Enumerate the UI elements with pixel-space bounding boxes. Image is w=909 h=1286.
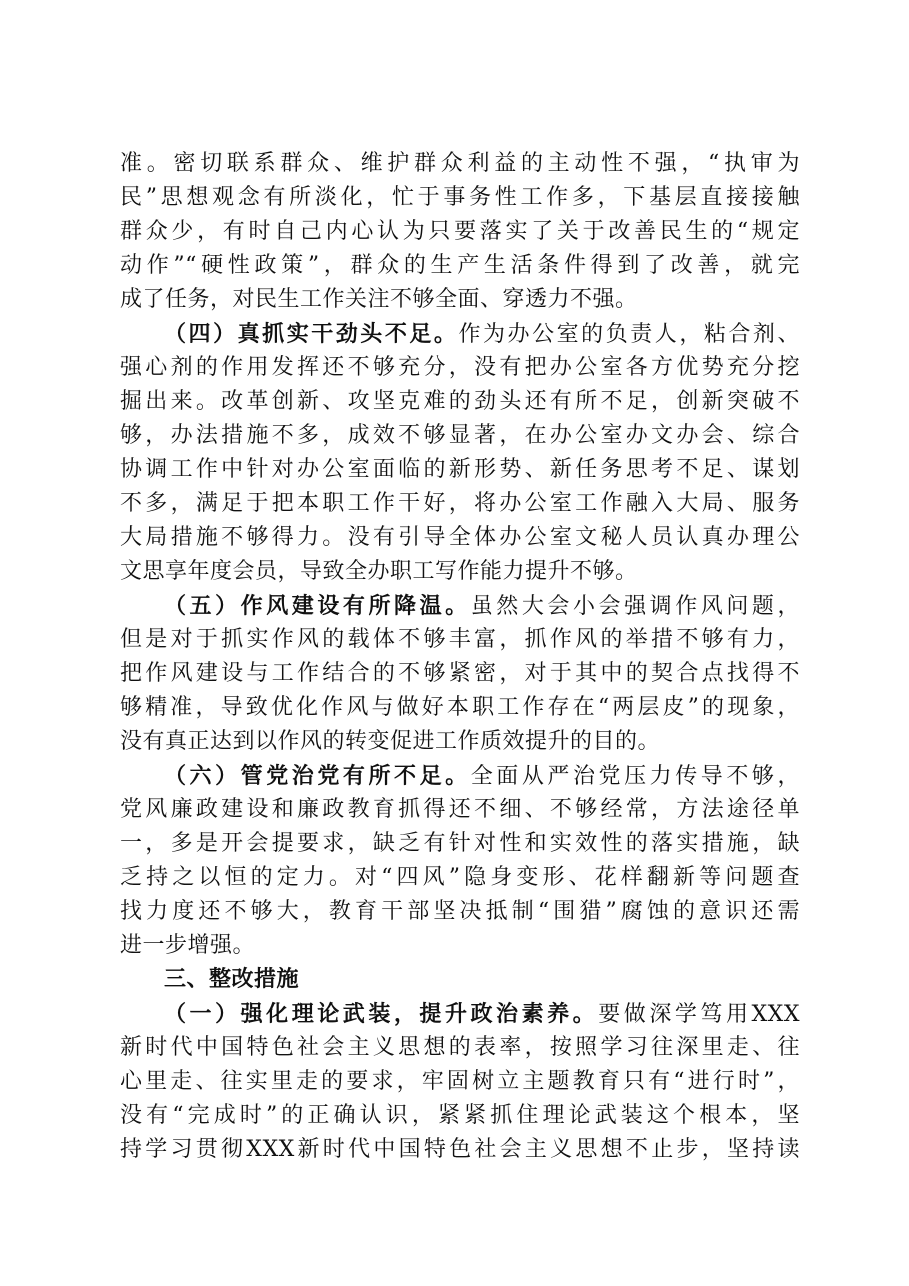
section-heading: 三、整改措施	[164, 967, 300, 992]
text-line: 党风廉政建设和廉政教育抓得还不细、不够经常，方法途径单	[120, 797, 800, 822]
paragraph-lead: （四）真抓实干劲头不足。	[164, 321, 459, 347]
text-line: 准。密切联系群众、维护群众利益的主动性不强，“执审为	[120, 151, 800, 176]
text-line: 文思享年度会员，导致全办职工写作能力提升不够。	[120, 559, 638, 584]
text-line-first	[120, 759, 800, 793]
text-line: 找力度还不够大，教育干部坚决抵制“围猎”腐蚀的意识还需	[120, 899, 800, 924]
text-line-first	[120, 997, 800, 1031]
text-line: 协调工作中针对办公室面临的新形势、新任务思考不足、谋划	[120, 457, 800, 482]
text-line: 群众少，有时自己内心认为只要落实了关于改善民生的“规定	[120, 219, 800, 244]
text-line: 乏持之以恒的定力。对“四风”隐身变形、花样翻新等问题查	[120, 865, 800, 890]
text-line: 心里走、往实里走的要求，牢固树立主题教育只有“进行时”，	[120, 1069, 800, 1094]
text-line: 没有“完成时”的正确认识，紧紧抓住理论武装这个根本，坚	[120, 1103, 800, 1128]
text-line: 但是对于抓实作风的载体不够丰富，抓作风的举措不够有力，	[120, 627, 800, 652]
paragraph-section-4	[120, 317, 800, 589]
paragraph-text: 虽然大会小会强调作风问题，	[470, 594, 800, 619]
text-line: 新时代中国特色社会主义思想的表率，按照学习往深里走、往	[120, 1035, 800, 1060]
text-line-first	[120, 589, 800, 623]
text-line: 掘出来。改革创新、攻坚克难的劲头还有所不足，创新突破不	[120, 389, 800, 414]
paragraph-text: 全面从严治党压力传导不够，	[470, 764, 800, 789]
text-line: 进一步增强。	[120, 933, 256, 958]
text-line: 不多，满足于把本职工作干好，将办公室工作融入大局、服务	[120, 491, 800, 516]
paragraph-lead: （五）作风建设有所降温。	[164, 593, 471, 619]
document-page	[120, 147, 800, 1167]
text-line-first	[120, 317, 800, 351]
text-line: 成了任务，对民生工作关注不够全面、穿透力不强。	[120, 287, 638, 312]
text-line: 强心剂的作用发挥还不够充分，没有把办公室各方优势充分挖	[120, 355, 800, 380]
paragraph-section-5	[120, 589, 800, 759]
paragraph-lead: （一）强化理论武装，提升政治素养。	[164, 1001, 599, 1027]
paragraph-text: 作为办公室的负责人，粘合剂、	[458, 322, 800, 347]
text-line: 动作”“硬性政策”，群众的生产生活条件得到了改善，就完	[120, 253, 800, 278]
text-line: 一，多是开会提要求，缺乏有针对性和实效性的落实措施，缺	[120, 831, 800, 856]
text-line: 够，办法措施不多，成效不够显著，在办公室办文办会、综合	[120, 423, 800, 448]
text-line: 大局措施不够得力。没有引导全体办公室文秘人员认真办理公	[120, 525, 800, 550]
paragraph-text: 要做深学笃用XXX	[598, 1002, 800, 1027]
paragraph-section-6	[120, 759, 800, 963]
paragraph-continuation	[120, 147, 800, 317]
text-line: 没有真正达到以作风的转变促进工作质效提升的目的。	[120, 729, 661, 754]
text-line: 民”思想观念有所淡化，忙于事务性工作多，下基层直接接触	[120, 185, 800, 210]
text-line: 持学习贯彻XXX新时代中国特色社会主义思想不止步，坚持读	[120, 1137, 800, 1162]
text-line: 够精准，导致优化作风与做好本职工作存在“两层皮”的现象，	[120, 695, 800, 720]
paragraph-lead: （六）管党治党有所不足。	[164, 763, 471, 789]
paragraph-measure-1	[120, 997, 800, 1167]
text-line: 把作风建设与工作结合的不够紧密，对于其中的契合点找得不	[120, 661, 800, 686]
